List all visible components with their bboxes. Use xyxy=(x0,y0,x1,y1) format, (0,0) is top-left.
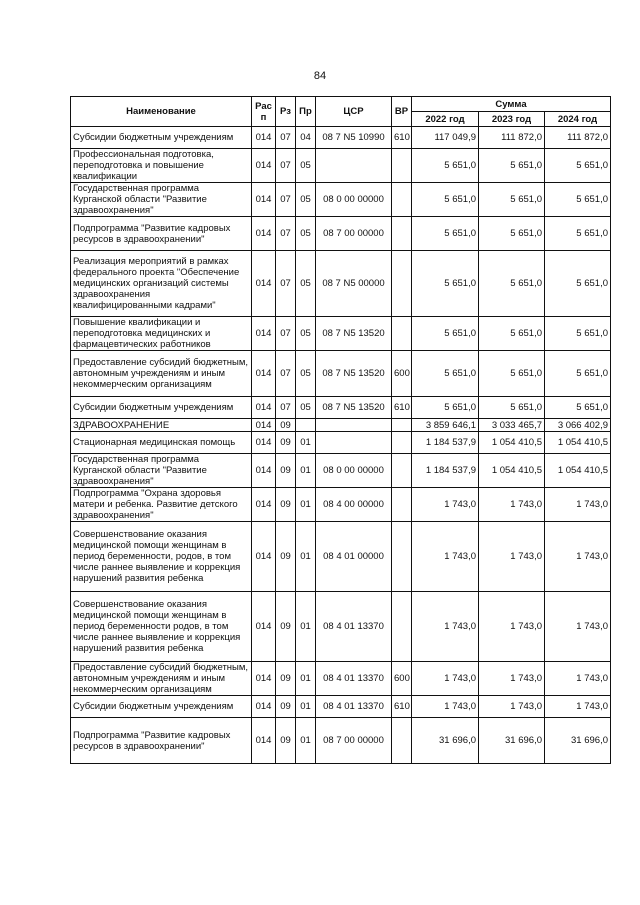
row-2023: 5 651,0 xyxy=(479,351,545,397)
row-vr xyxy=(392,488,412,522)
row-2024: 5 651,0 xyxy=(545,183,611,217)
row-vr xyxy=(392,317,412,351)
row-rz: 07 xyxy=(276,351,296,397)
row-2023: 31 696,0 xyxy=(479,718,545,764)
row-vr xyxy=(392,522,412,592)
row-ras: 014 xyxy=(252,432,276,454)
row-ras: 014 xyxy=(252,217,276,251)
table-row xyxy=(71,432,611,454)
row-csr: 08 0 00 00000 xyxy=(316,454,392,488)
row-2023: 1 743,0 xyxy=(479,696,545,718)
row-2022: 1 743,0 xyxy=(412,522,479,592)
row-2022: 1 184 537,9 xyxy=(412,454,479,488)
row-vr: 610 xyxy=(392,696,412,718)
row-rz: 09 xyxy=(276,488,296,522)
table-row xyxy=(71,662,611,696)
row-2023: 1 743,0 xyxy=(479,592,545,662)
row-name: Субсидии бюджетным учреждениям xyxy=(71,127,252,149)
row-2023: 5 651,0 xyxy=(479,149,545,183)
row-csr: 08 4 01 00000 xyxy=(316,522,392,592)
row-ras: 014 xyxy=(252,149,276,183)
row-pr: 01 xyxy=(296,718,316,764)
row-pr: 01 xyxy=(296,592,316,662)
row-rz: 07 xyxy=(276,149,296,183)
row-2024: 1 743,0 xyxy=(545,488,611,522)
row-rz: 09 xyxy=(276,522,296,592)
row-rz: 07 xyxy=(276,397,296,419)
row-2024: 5 651,0 xyxy=(545,351,611,397)
row-pr: 04 xyxy=(296,127,316,149)
table-row xyxy=(71,397,611,419)
table-row xyxy=(71,351,611,397)
row-2022: 1 743,0 xyxy=(412,662,479,696)
table-row xyxy=(71,419,611,432)
table-row xyxy=(71,718,611,764)
row-2023: 5 651,0 xyxy=(479,397,545,419)
budget-table xyxy=(70,96,611,764)
row-name: Повышение квалификации и переподготовка медицинских и фармацевтических работников xyxy=(71,317,252,351)
row-name: Субсидии бюджетным учреждениям xyxy=(71,696,252,718)
row-rz: 09 xyxy=(276,696,296,718)
row-rz: 09 xyxy=(276,419,296,432)
row-ras: 014 xyxy=(252,127,276,149)
header-vr: ВР xyxy=(392,97,412,127)
row-2023: 5 651,0 xyxy=(479,183,545,217)
row-pr: 05 xyxy=(296,317,316,351)
row-csr: 08 4 01 13370 xyxy=(316,662,392,696)
row-csr: 08 7 N5 13520 xyxy=(316,351,392,397)
row-pr: 01 xyxy=(296,662,316,696)
row-name: Профессиональная подготовка, переподготовка и повышение квалификации xyxy=(71,149,252,183)
table-row xyxy=(71,454,611,488)
row-2022: 31 696,0 xyxy=(412,718,479,764)
header-2024: 2024 год xyxy=(545,112,611,127)
table-row xyxy=(71,522,611,592)
header-csr: ЦСР xyxy=(316,97,392,127)
row-2023: 3 033 465,7 xyxy=(479,419,545,432)
row-csr: 08 7 N5 13520 xyxy=(316,397,392,419)
row-name: Подпрограмма "Охрана здоровья матери и ребенка. Развитие детского здравоохранения" xyxy=(71,488,252,522)
row-2024: 1 743,0 xyxy=(545,522,611,592)
row-2023: 1 054 410,5 xyxy=(479,432,545,454)
table-row xyxy=(71,488,611,522)
row-2023: 1 743,0 xyxy=(479,662,545,696)
row-pr: 05 xyxy=(296,183,316,217)
row-rz: 07 xyxy=(276,317,296,351)
row-vr xyxy=(392,432,412,454)
row-2022: 1 184 537,9 xyxy=(412,432,479,454)
row-rz: 07 xyxy=(276,217,296,251)
row-csr xyxy=(316,432,392,454)
row-name: Подпрограмма "Развитие кадровых ресурсов в здравоохранении" xyxy=(71,217,252,251)
row-ras: 014 xyxy=(252,718,276,764)
table-row xyxy=(71,217,611,251)
row-pr: 05 xyxy=(296,217,316,251)
row-2022: 117 049,9 xyxy=(412,127,479,149)
row-rz: 07 xyxy=(276,127,296,149)
row-vr xyxy=(392,454,412,488)
row-vr xyxy=(392,149,412,183)
row-2024: 5 651,0 xyxy=(545,217,611,251)
row-rz: 09 xyxy=(276,662,296,696)
row-name: Государственная программа Курганской области "Развитие здравоохранения" xyxy=(71,454,252,488)
row-pr: 01 xyxy=(296,696,316,718)
header-sum: Сумма xyxy=(412,97,611,112)
row-pr: 05 xyxy=(296,351,316,397)
row-vr xyxy=(392,592,412,662)
row-2024: 5 651,0 xyxy=(545,149,611,183)
header-ras: Рас п xyxy=(252,97,276,127)
row-pr: 01 xyxy=(296,432,316,454)
row-name: Совершенствование оказания медицинской помощи женщинам в период беременности, родов, в том числе раннее выявление и коррекция нарушений развития ребенка xyxy=(71,522,252,592)
row-2024: 5 651,0 xyxy=(545,251,611,317)
row-name: ЗДРАВООХРАНЕНИЕ xyxy=(71,419,252,432)
row-2023: 1 743,0 xyxy=(479,488,545,522)
row-rz: 07 xyxy=(276,183,296,217)
row-2022: 5 651,0 xyxy=(412,217,479,251)
row-2023: 1 743,0 xyxy=(479,522,545,592)
row-2023: 1 054 410,5 xyxy=(479,454,545,488)
row-2024: 5 651,0 xyxy=(545,397,611,419)
row-2024: 1 743,0 xyxy=(545,696,611,718)
row-vr xyxy=(392,251,412,317)
header-2022: 2022 год xyxy=(412,112,479,127)
row-vr: 610 xyxy=(392,397,412,419)
header-pr: Пр xyxy=(296,97,316,127)
row-csr xyxy=(316,149,392,183)
row-name: Предоставление субсидий бюджетным, автономным учреждениям и иным некоммерческим организациям xyxy=(71,351,252,397)
row-ras: 014 xyxy=(252,662,276,696)
row-ras: 014 xyxy=(252,592,276,662)
row-2022: 1 743,0 xyxy=(412,488,479,522)
table-row xyxy=(71,183,611,217)
row-2022: 5 651,0 xyxy=(412,183,479,217)
table-row xyxy=(71,127,611,149)
row-name: Субсидии бюджетным учреждениям xyxy=(71,397,252,419)
row-pr: 01 xyxy=(296,454,316,488)
header-name: Наименование xyxy=(71,97,252,127)
row-ras: 014 xyxy=(252,488,276,522)
row-vr: 600 xyxy=(392,351,412,397)
row-ras: 014 xyxy=(252,397,276,419)
row-2024: 5 651,0 xyxy=(545,317,611,351)
row-2022: 5 651,0 xyxy=(412,317,479,351)
row-ras: 014 xyxy=(252,183,276,217)
row-ras: 014 xyxy=(252,351,276,397)
row-rz: 09 xyxy=(276,454,296,488)
row-rz: 09 xyxy=(276,432,296,454)
row-vr: 610 xyxy=(392,127,412,149)
row-csr: 08 4 01 13370 xyxy=(316,592,392,662)
row-ras: 014 xyxy=(252,522,276,592)
table-row xyxy=(71,592,611,662)
row-2022: 5 651,0 xyxy=(412,397,479,419)
table-row xyxy=(71,317,611,351)
row-csr: 08 0 00 00000 xyxy=(316,183,392,217)
row-2024: 3 066 402,9 xyxy=(545,419,611,432)
row-2022: 5 651,0 xyxy=(412,351,479,397)
row-vr xyxy=(392,419,412,432)
header-rz: Рз xyxy=(276,97,296,127)
row-vr xyxy=(392,183,412,217)
row-vr xyxy=(392,718,412,764)
row-csr: 08 4 00 00000 xyxy=(316,488,392,522)
row-2022: 5 651,0 xyxy=(412,149,479,183)
row-2023: 111 872,0 xyxy=(479,127,545,149)
row-pr xyxy=(296,419,316,432)
header-2023: 2023 год xyxy=(479,112,545,127)
row-2022: 1 743,0 xyxy=(412,696,479,718)
row-2024: 1 743,0 xyxy=(545,662,611,696)
page-number: 84 xyxy=(313,70,327,82)
row-2024: 1 054 410,5 xyxy=(545,432,611,454)
row-rz: 07 xyxy=(276,251,296,317)
row-2022: 1 743,0 xyxy=(412,592,479,662)
row-pr: 01 xyxy=(296,522,316,592)
row-ras: 014 xyxy=(252,696,276,718)
row-vr xyxy=(392,217,412,251)
row-csr: 08 7 N5 10990 xyxy=(316,127,392,149)
row-name: Государственная программа Курганской области "Развитие здравоохранения" xyxy=(71,183,252,217)
row-2022: 5 651,0 xyxy=(412,251,479,317)
row-name: Предоставление субсидий бюджетным, автономным учреждениям и иным некоммерческим организациям xyxy=(71,662,252,696)
row-2023: 5 651,0 xyxy=(479,251,545,317)
row-pr: 05 xyxy=(296,397,316,419)
row-2023: 5 651,0 xyxy=(479,317,545,351)
row-ras: 014 xyxy=(252,419,276,432)
row-vr: 600 xyxy=(392,662,412,696)
row-2024: 1 054 410,5 xyxy=(545,454,611,488)
row-csr: 08 7 N5 00000 xyxy=(316,251,392,317)
row-rz: 09 xyxy=(276,718,296,764)
table-row xyxy=(71,696,611,718)
row-ras: 014 xyxy=(252,454,276,488)
row-rz: 09 xyxy=(276,592,296,662)
row-csr xyxy=(316,419,392,432)
row-ras: 014 xyxy=(252,251,276,317)
table-row xyxy=(71,149,611,183)
row-csr: 08 4 01 13370 xyxy=(316,696,392,718)
row-pr: 01 xyxy=(296,488,316,522)
row-csr: 08 7 00 00000 xyxy=(316,718,392,764)
row-name: Совершенствование оказания медицинской помощи женщинам в период беременности родов, в том числе раннее выявление и коррекция нарушений развития ребенка xyxy=(71,592,252,662)
row-name: Подпрограмма "Развитие кадровых ресурсов в здравоохранении" xyxy=(71,718,252,764)
row-2023: 5 651,0 xyxy=(479,217,545,251)
table-row xyxy=(71,251,611,317)
row-csr: 08 7 00 00000 xyxy=(316,217,392,251)
row-2024: 31 696,0 xyxy=(545,718,611,764)
row-csr: 08 7 N5 13520 xyxy=(316,317,392,351)
row-ras: 014 xyxy=(252,317,276,351)
row-name: Стационарная медицинская помощь xyxy=(71,432,252,454)
row-pr: 05 xyxy=(296,149,316,183)
row-pr: 05 xyxy=(296,251,316,317)
row-2024: 1 743,0 xyxy=(545,592,611,662)
row-2022: 3 859 646,1 xyxy=(412,419,479,432)
row-name: Реализация мероприятий в рамках федерального проекта "Обеспечение медицинских организаций системы здравоохранения квалифицированными кадрами" xyxy=(71,251,252,317)
row-2024: 111 872,0 xyxy=(545,127,611,149)
